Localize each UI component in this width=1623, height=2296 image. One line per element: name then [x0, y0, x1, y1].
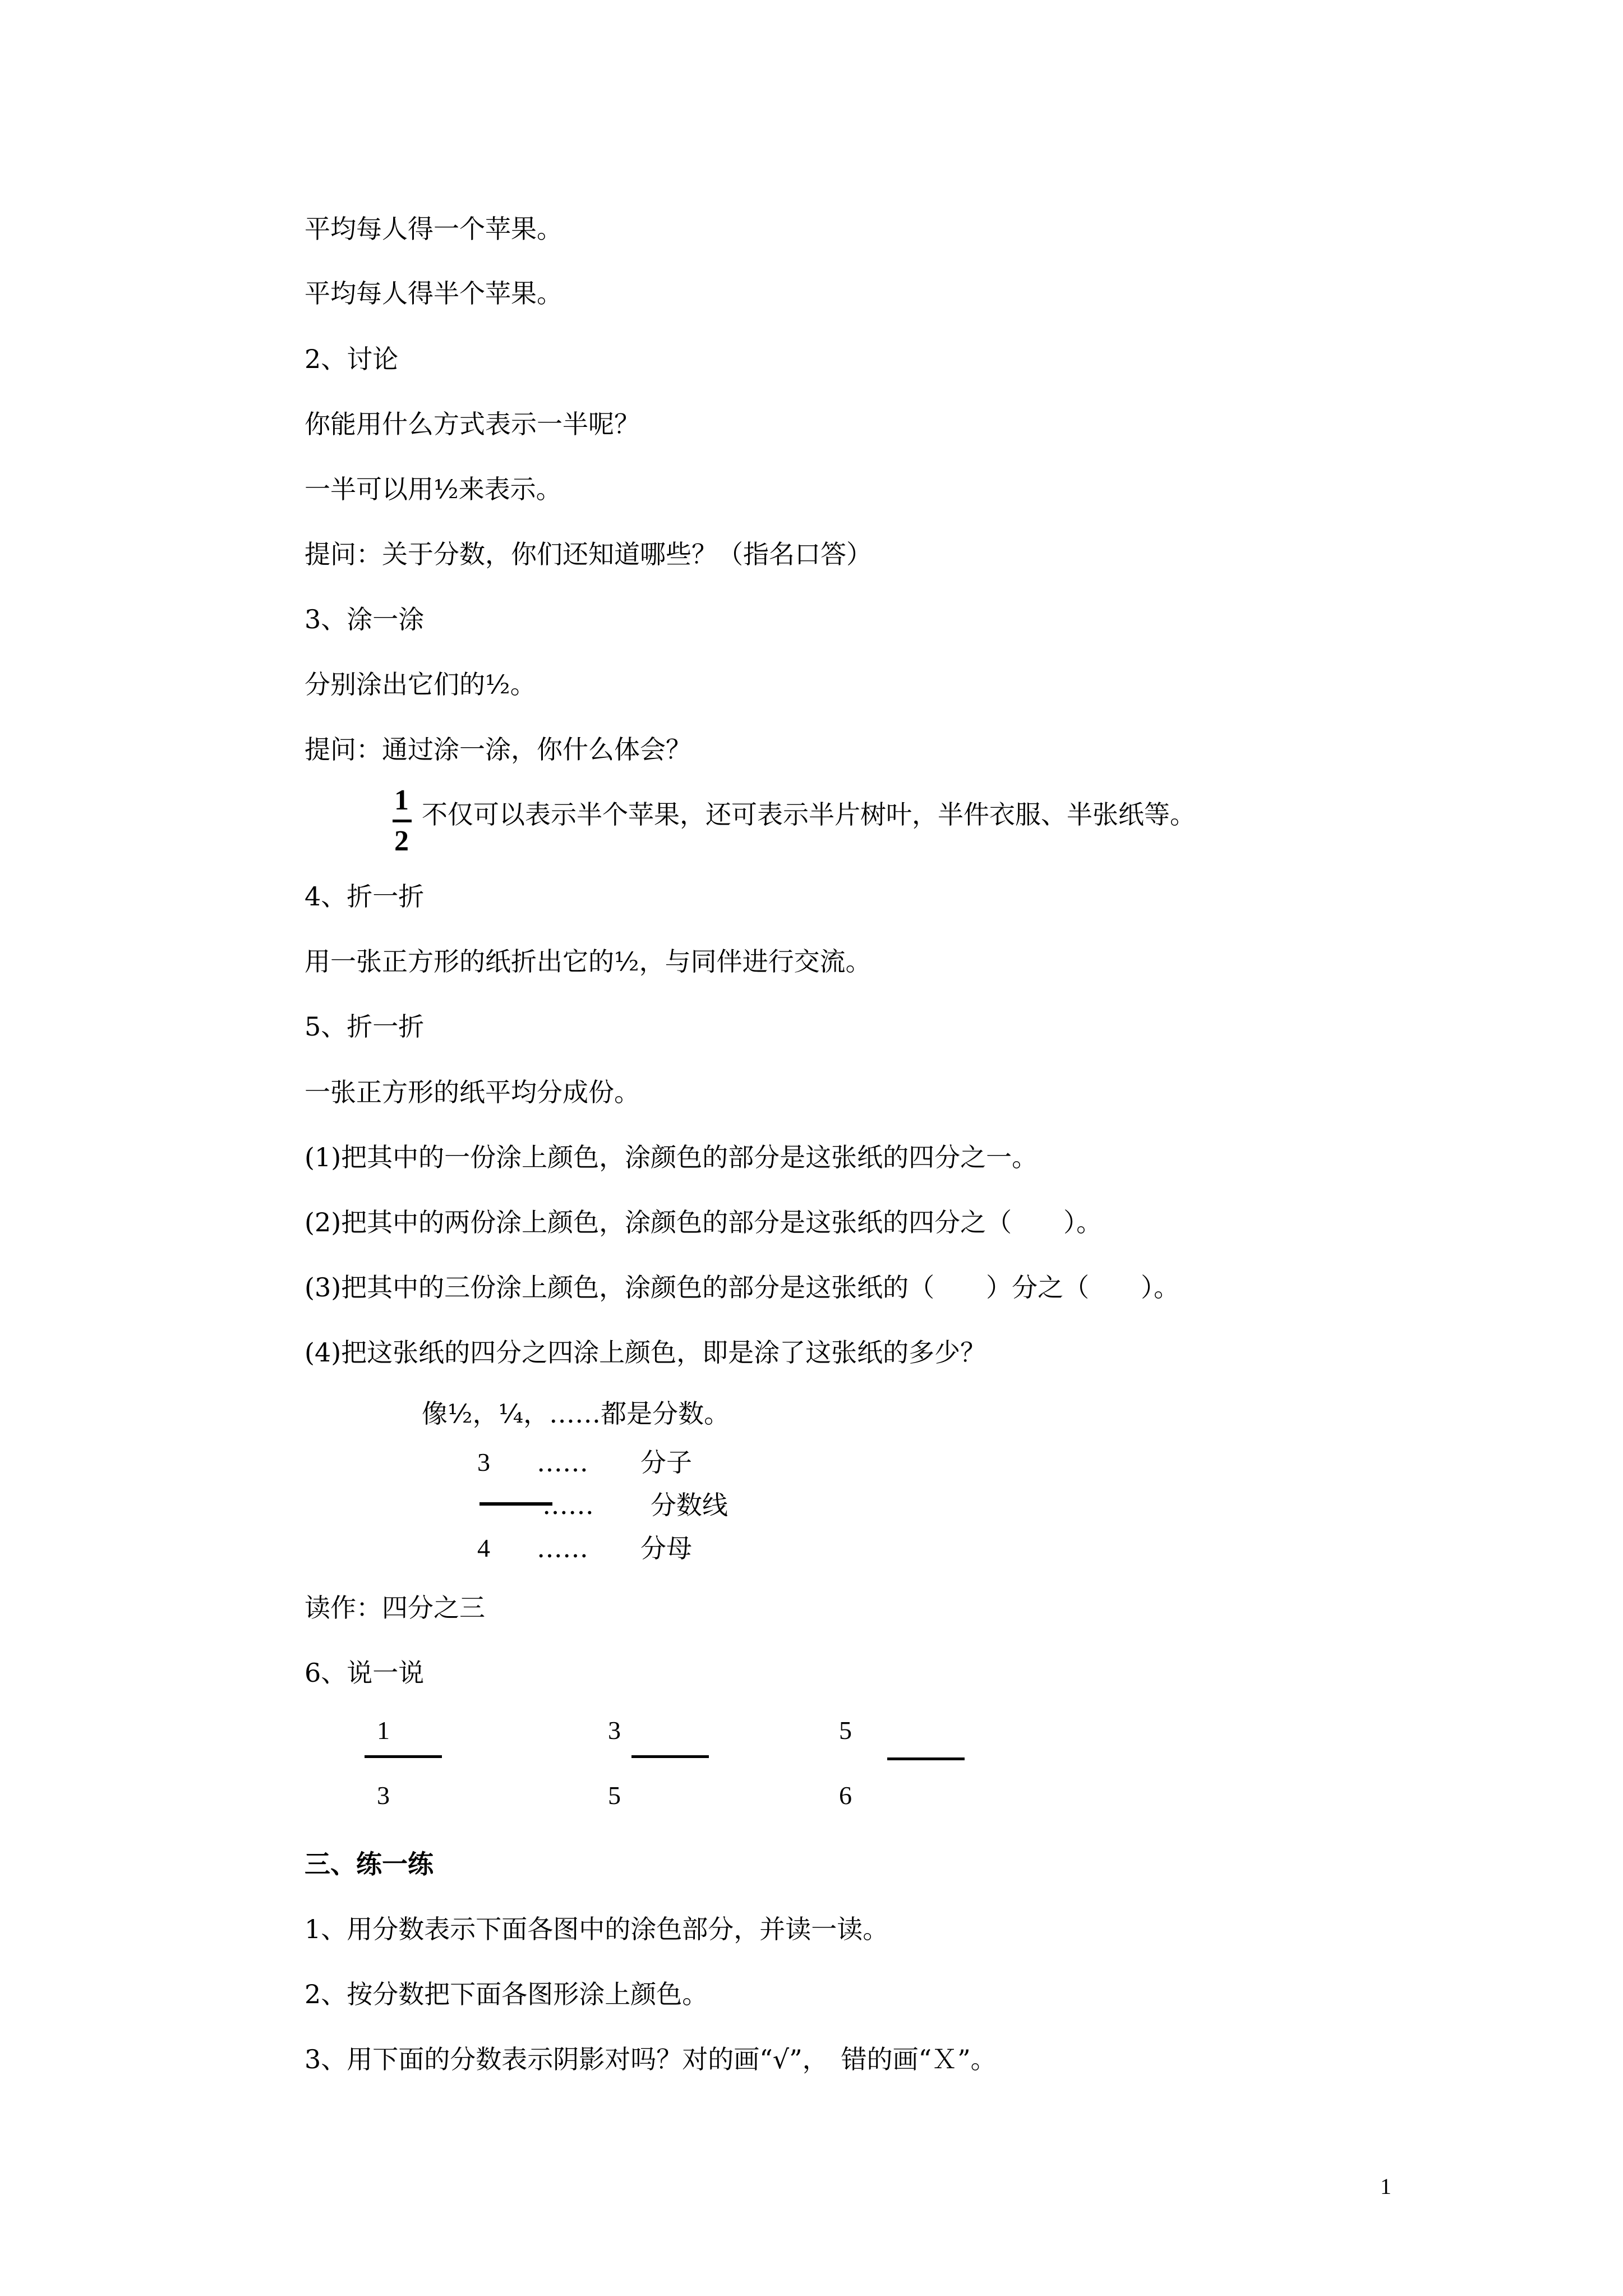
- practice-item-1: 1、用分数表示下面各图中的涂色部分，并读一读。: [305, 1914, 889, 1944]
- fraction-line-sample: [479, 1502, 552, 1506]
- say-fraction-2-denominator: 5: [608, 1781, 621, 1810]
- section-5-heading: 5、折一折: [305, 1011, 425, 1042]
- text-line-15: (2)把其中的两份涂上颜色，涂颜色的部分是这张纸的四分之（ ）。: [305, 1207, 1103, 1237]
- text-line-14: (1)把其中的一份涂上颜色，涂颜色的部分是这张纸的四分之一。: [305, 1142, 1038, 1172]
- say-fraction-1-bar: [365, 1755, 442, 1758]
- denominator-dots: ……: [537, 1533, 588, 1563]
- denominator-label: 分母: [640, 1533, 692, 1563]
- half-fraction-text: 不仅可以表示半个苹果，还可表示半片树叶，半件衣服、半张纸等。: [422, 799, 1196, 830]
- half-denominator: 2: [394, 825, 409, 857]
- say-fraction-3-numerator: 5: [839, 1716, 852, 1745]
- practice-item-3: 3、用下面的分数表示阴影对吗？对的画“√”， 错的画“Ｘ”。: [305, 2044, 997, 2074]
- text-line-6: 提问：关于分数，你们还知道哪些？（指名口答）: [305, 539, 872, 569]
- fraction-line-dots: ……: [542, 1490, 594, 1520]
- numerator-dots: ……: [537, 1447, 588, 1478]
- text-line-11: 用一张正方形的纸折出它的½，与同伴进行交流。: [305, 946, 872, 977]
- fraction-line-label: 分数线: [651, 1490, 728, 1520]
- section-6-heading: 6、说一说: [305, 1658, 425, 1688]
- text-line-16: (3)把其中的三份涂上颜色，涂颜色的部分是这张纸的（ ）分之（ ）。: [305, 1272, 1180, 1303]
- text-line-8: 分别涂出它们的½。: [305, 669, 536, 700]
- section-3-heading: 3、涂一涂: [305, 604, 425, 634]
- fraction-intro: 像½，¼，……都是分数。: [422, 1398, 730, 1429]
- say-fraction-1-denominator: 3: [377, 1781, 390, 1810]
- text-line-4: 你能用什么方式表示一半呢？: [305, 409, 640, 439]
- text-line-9: 提问：通过涂一涂，你什么体会？: [305, 734, 691, 765]
- say-fraction-2-numerator: 3: [608, 1716, 621, 1745]
- half-numerator: 1: [394, 784, 409, 816]
- text-line-1: 平均每人得一个苹果。: [305, 214, 562, 244]
- say-fraction-2-bar: [631, 1755, 709, 1758]
- section-2-heading: 2、讨论: [305, 344, 399, 374]
- say-fraction-3-bar: [887, 1757, 965, 1760]
- text-line-2: 平均每人得半个苹果。: [305, 278, 562, 309]
- numerator-value: 3: [477, 1448, 490, 1476]
- text-line-18: 读作：四分之三: [305, 1593, 485, 1623]
- practice-item-2: 2、按分数把下面各图形涂上颜色。: [305, 1979, 708, 2009]
- section-4-heading: 4、折一折: [305, 881, 425, 912]
- denominator-value: 4: [477, 1534, 490, 1562]
- say-fraction-3-denominator: 6: [839, 1781, 852, 1810]
- text-line-13: 一张正方形的纸平均分成份。: [305, 1077, 640, 1107]
- say-fraction-1-numerator: 1: [377, 1716, 390, 1745]
- half-fraction-bar: [393, 820, 412, 822]
- numerator-label: 分子: [640, 1447, 692, 1478]
- text-line-5: 一半可以用½来表示。: [305, 474, 562, 504]
- text-line-17: (4)把这张纸的四分之四涂上颜色，即是涂了这张纸的多少？: [305, 1337, 986, 1368]
- practice-heading: 三、练一练: [305, 1849, 434, 1879]
- page-number: 1: [1380, 2174, 1391, 2199]
